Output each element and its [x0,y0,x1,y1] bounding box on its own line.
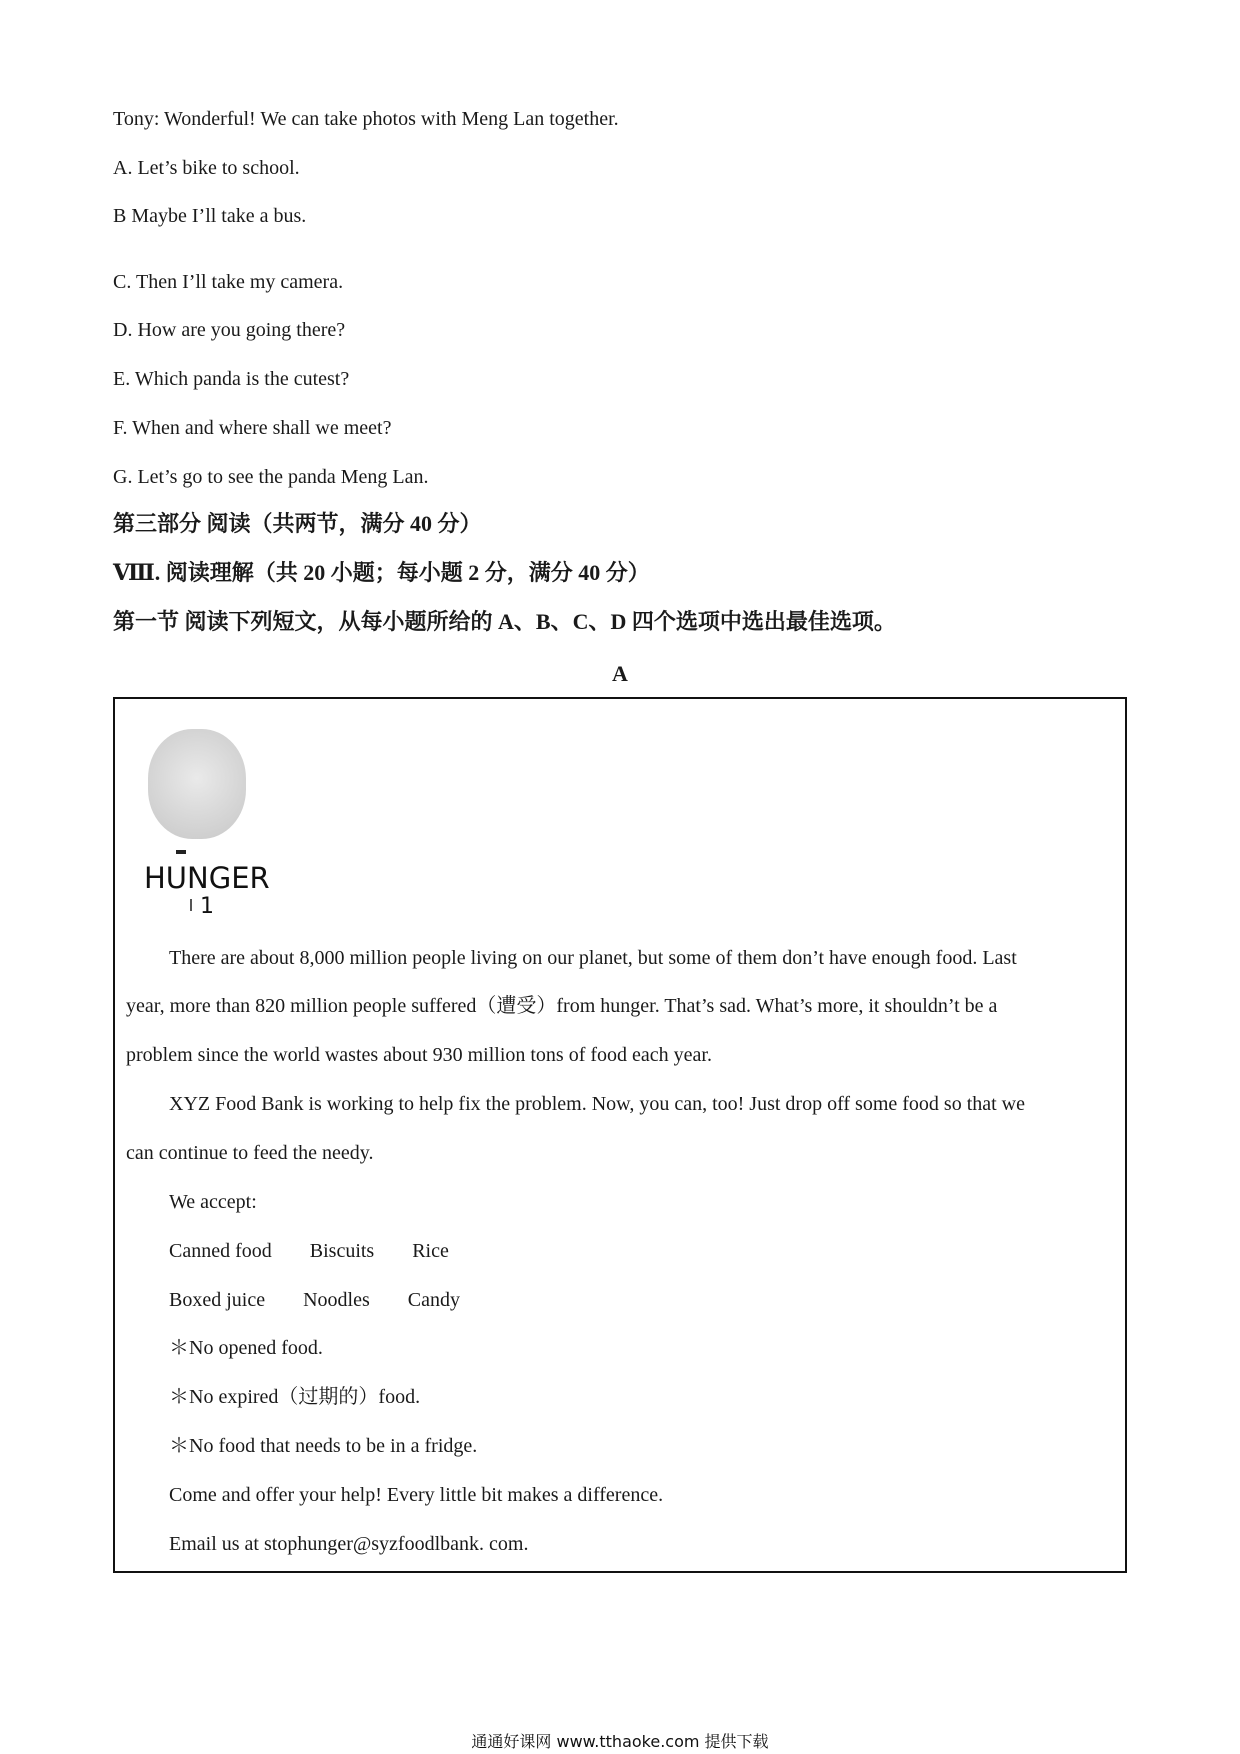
logo-mark [176,850,186,854]
option-c: C. Then I’ll take my camera. [113,271,344,293]
footer-source: 通通好课网 www.tthaoke.com 提供下载 [471,1732,769,1751]
paragraph-line: year, more than 820 million people suffered（遭受）from hunger. That’s sad. What’s more, it shouldn’t be a [126,995,998,1017]
accept-row-2 [169,1288,493,1312]
section8-heading: Ⅷ. 阅读理解（共 20 小题；每小题 2 分，满分 40 分） [113,560,650,585]
rule-item: ＊No opened food. [169,1337,323,1359]
logo-tick [190,899,192,911]
option-e: E. Which panda is the cutest? [113,368,350,390]
rule-item: ＊No food that needs to be in a fridge. [169,1435,478,1457]
tony-line: Tony: Wonderful! We can take photos with Meng Lan together. [113,108,619,130]
option-g: G. Let’s go to see the panda Meng Lan. [113,466,429,488]
hunger-logo [132,723,270,923]
logo-number: 1 [200,894,214,919]
seal-icon [148,729,246,839]
paragraph-line: can continue to feed the needy. [126,1142,374,1164]
paragraph-line: There are about 8,000 million people living on our planet, but some of them don’t have enough food. Last [169,947,1017,969]
option-b: B Maybe I’ll take a bus. [113,205,307,227]
section1-instruction: 第一节 阅读下列短文，从每小题所给的 A、B、C、D 四个选项中选出最佳选项。 [113,609,896,634]
accept-item: Boxed juice [169,1289,266,1311]
accept-item: Candy [407,1289,460,1311]
accept-item: Rice [412,1240,449,1262]
accept-item: Biscuits [309,1240,375,1262]
option-a: A. Let’s bike to school. [113,157,300,179]
accept-row-1 [169,1239,482,1263]
accept-item: Noodles [303,1289,370,1311]
paragraph-line: XYZ Food Bank is working to help fix the problem. Now, you can, too! Just drop off some food so that we [169,1093,1026,1115]
paragraph-line: problem since the world wastes about 930 million tons of food each year. [126,1044,712,1066]
option-f: F. When and where shall we meet? [113,417,392,439]
accept-item: Canned food [169,1240,272,1262]
option-d: D. How are you going there? [113,319,346,341]
accept-label: We accept: [169,1191,257,1213]
email-line: Email us at stophunger@syzfoodlbank. com. [169,1533,529,1555]
rule-item: ＊No expired（过期的）food. [169,1386,421,1408]
passage-letter: A [612,661,628,686]
logo-word: HUNGER [144,861,270,895]
part3-heading: 第三部分 阅读（共两节，满分 40 分） [113,511,482,536]
closing-line: Come and offer your help! Every little bit makes a difference. [169,1484,664,1506]
